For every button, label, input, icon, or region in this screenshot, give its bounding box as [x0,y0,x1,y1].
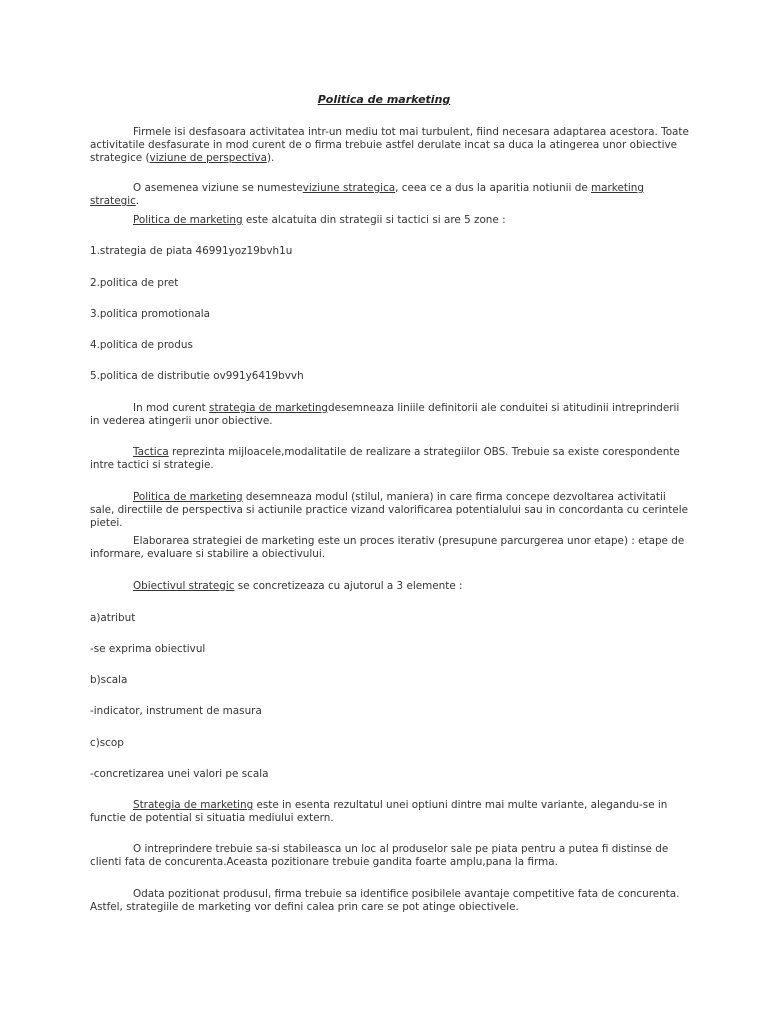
link-politica-de-marketing-2[interactable]: Politica de marketing [133,491,243,503]
paragraph-strategia-optiune: Strategia de marketing este in esenta rezultatul unei optiuni dintre mai multe variante, alegandu-se in functie de potential si situatia mediului extern. [90,799,668,824]
list-item-element: a)atribut [90,612,136,624]
list-item-zone-3: 3.politica promotionala [90,308,210,320]
link-viziune-de-perspectiva[interactable]: viziune de perspectiva [149,152,267,164]
paragraph-avantaje: Odata pozitionat produsul, firma trebuie sa identifice posibilele avantaje competitive fata de concurenta. Astfel, strategiile de marketing vor defini calea prin care se pot atinge obiectivele. [90,888,680,913]
link-strategia-de-marketing[interactable]: strategia de marketing [209,402,329,414]
paragraph-politica-definitie: Politica de marketing desemneaza modul (stilul, maniera) in care firma concepe dezvoltarea activitatii sale, directiile de perspectiva si actiunile practice vizand valorificarea potentialului sau in concordanta cu cerintele pietei. [90,491,688,529]
list-item-element: -concretizarea unei valori pe scala [90,768,269,780]
paragraph-strategia: In mod curent strategia de marketingdesemneaza liniile definitorii ale conduitei si atitudinii intreprinderii in vederea atingerii unor obiective. [90,402,680,427]
list-item-zone-5: 5.politica de distributie ov991y6419bvvh [90,370,304,382]
paragraph-tactica: Tactica reprezinta mijloacele,modalitatile de realizare a strategiilor OBS. Trebuie sa existe corespondente intre tactici si strategie. [90,446,680,471]
link-tactica[interactable]: Tactica [133,446,169,458]
list-item-element: -indicator, instrument de masura [90,705,262,717]
link-marketing-strategic[interactable]: marketing strategic [90,182,644,207]
link-politica-de-marketing[interactable]: Politica de marketing [133,214,243,226]
page-title: Politica de marketing [317,93,451,106]
list-item-zone-4: 4.politica de produs [90,339,193,351]
link-viziune-strategica[interactable]: viziune strategica [302,182,396,194]
link-obiectivul-strategic[interactable]: Obiectivul strategic [133,580,235,592]
list-item-element: -se exprima obiectivul [90,643,206,655]
paragraph-politica: Politica de marketing este alcatuita din strategii si tactici si are 5 zone : [133,214,506,226]
paragraph-elaborarea: Elaborarea strategiei de marketing este un proces iterativ (presupune parcurgerea unor etape) : etape de informare, evaluare si stabilire a obiectivului. [90,535,685,560]
paragraph-pozitionare: O intreprindere trebuie sa-si stabileasca un loc al produselor sale pe piata pentru a putea fi distinse de clienti fata de concurenta.Aceasta pozitionare trebuie gandita foarte amplu,pana la firma. [90,843,669,868]
list-item-element: b)scala [90,674,128,686]
link-strategia-de-marketing-2[interactable]: Strategia de marketing [133,799,254,811]
list-item-zone-2: 2.politica de pret [90,277,179,289]
list-item-element: c)scop [90,737,124,749]
paragraph-obiectivul: Obiectivul strategic se concretizeaza cu ajutorul a 3 elemente : [133,580,463,592]
paragraph-viziune: O asemenea viziune se numesteviziune strategica, ceea ce a dus la aparitia notiunii de marketing strategic. [90,182,644,207]
list-item-zone-1: 1.strategia de piata 46991yoz19bvh1u [90,245,293,257]
paragraph-intro: Firmele isi desfasoara activitatea intr-un mediu tot mai turbulent, fiind necesara adaptarea acestora. Toate activitatile desfasurate in mod curent de o firma trebuie astfel derulate incat sa duca la atingerea unor obiective strategice (viziune de perspectiva). [90,126,689,164]
